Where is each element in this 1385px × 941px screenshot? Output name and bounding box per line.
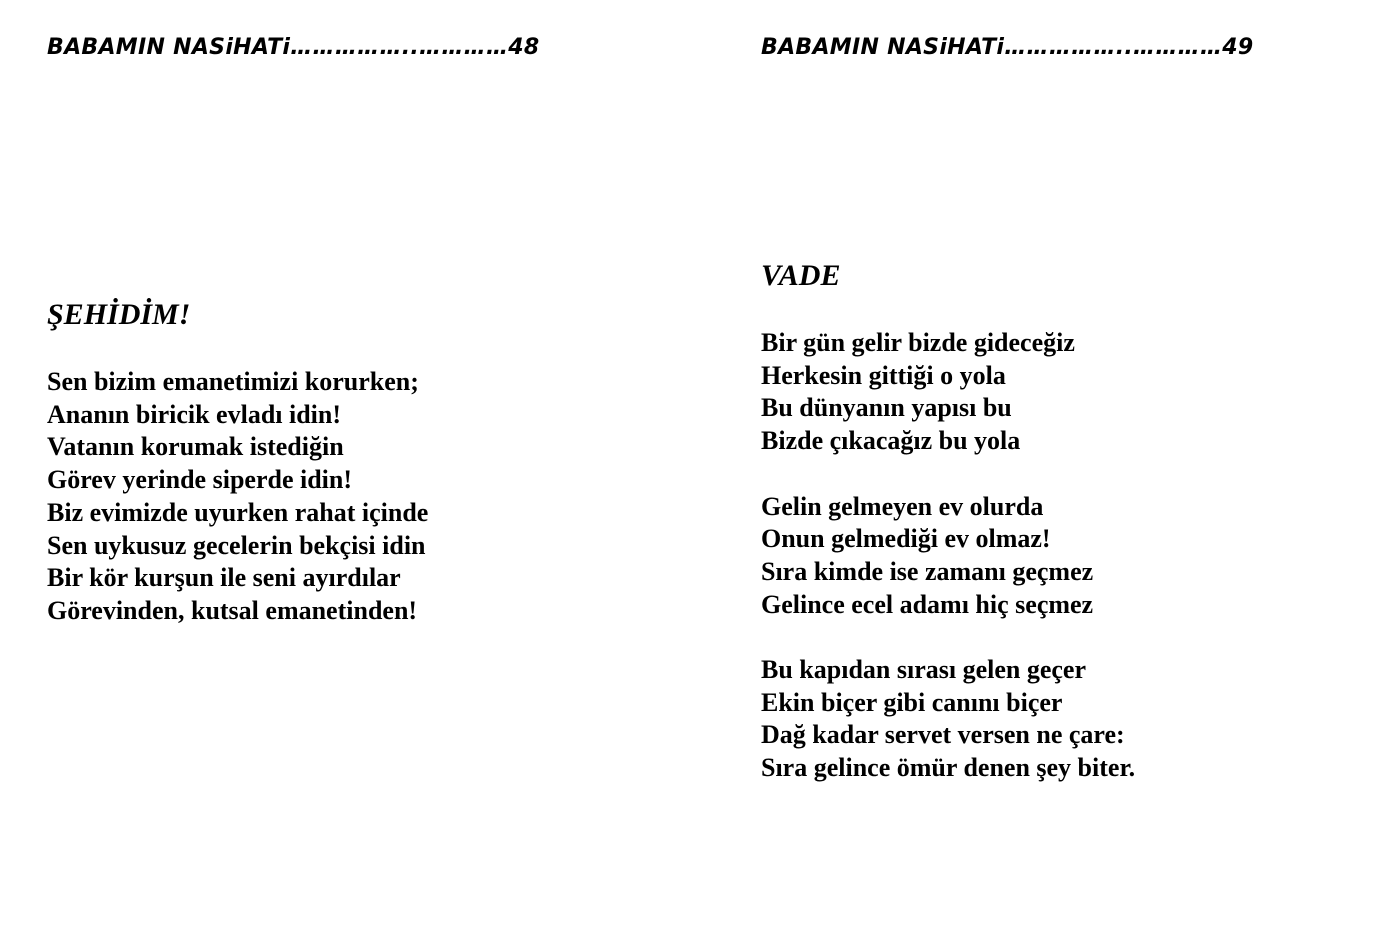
poem-title: ŞEHİDİM!	[47, 298, 191, 331]
poem-line: Dağ kadar servet versen ne çare:	[761, 720, 1125, 750]
running-header: BABAMIN NASiHATi……………..…………49	[761, 35, 1254, 60]
left-page	[0, 0, 692, 941]
poem-line: Bir kör kurşun ile seni ayırdılar	[47, 563, 401, 593]
stanza	[761, 327, 1135, 458]
poem-line: Görev yerinde siperde idin!	[47, 465, 353, 495]
poem-line: Onun gelmediği ev olmaz!	[761, 524, 1051, 554]
poem-line: Bir gün gelir bizde gideceğiz	[761, 328, 1075, 357]
poem-line: Bu dünyanın yapısı bu	[761, 393, 1012, 423]
running-header: BABAMIN NASiHATi……………..…………48	[47, 35, 540, 60]
poem-line: Sen bizim emanetimizi korurken;	[47, 367, 419, 396]
stanza	[47, 366, 428, 628]
right-page	[692, 0, 1385, 941]
poem-line: Gelin gelmeyen ev olurda	[761, 491, 1044, 521]
stanza	[761, 654, 1135, 785]
poem-body	[47, 366, 428, 628]
poem-line: Sıra kimde ise zamanı geçmez	[761, 556, 1094, 586]
poem-line: Gelince ecel adamı hiç seçmez	[761, 589, 1094, 619]
poem-line: Görevinden, kutsal emanetinden!	[47, 595, 418, 625]
poem-body	[761, 327, 1135, 785]
poem-line: Sıra gelince ömür denen şey biter.	[761, 753, 1136, 783]
poem-line: Herkesin gittiği o yola	[761, 360, 1006, 390]
poem-title: VADE	[761, 259, 841, 292]
poem-line: Ekin biçer gibi canını biçer	[761, 687, 1063, 717]
poem-line: Bu kapıdan sırası gelen geçer	[761, 655, 1087, 684]
poem-line: Ananın biricik evladı idin!	[47, 399, 342, 429]
poem-line: Sen uykusuz gecelerin bekçisi idin	[47, 530, 426, 560]
poem-line: Vatanın korumak istediğin	[47, 432, 344, 462]
poem-line: Bizde çıkacağız bu yola	[761, 426, 1021, 456]
poem-line: Biz evimizde uyurken rahat içinde	[47, 497, 429, 527]
stanza	[761, 491, 1135, 622]
